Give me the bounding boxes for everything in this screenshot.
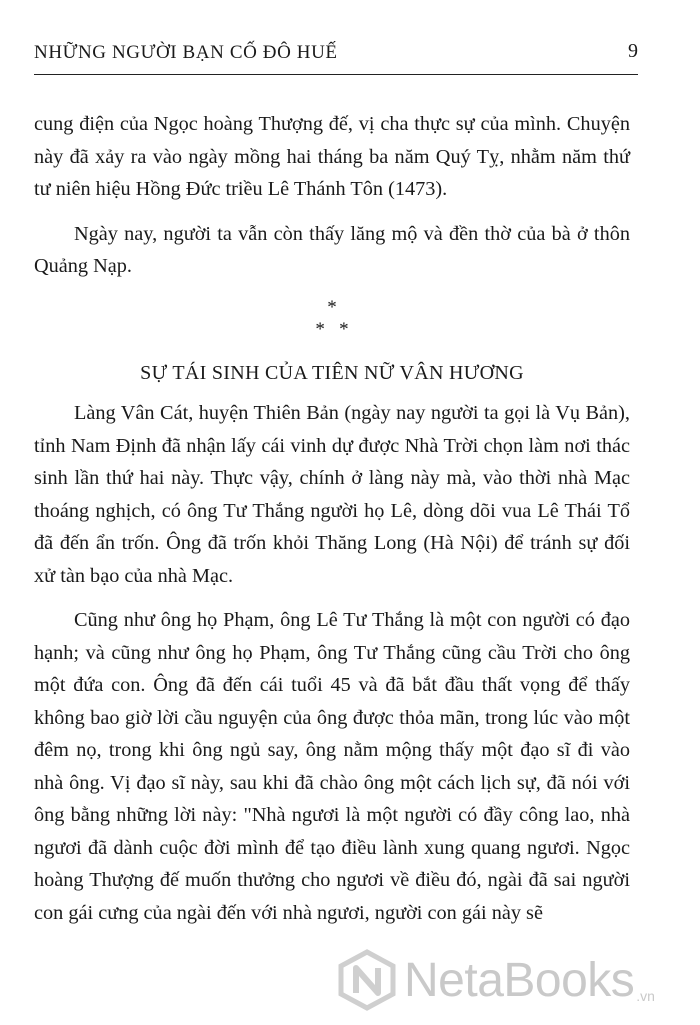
page-number: 9: [628, 40, 638, 62]
section-separator: [34, 297, 630, 341]
paragraph-tomb: Ngày nay, người ta vẫn còn thấy lăng mộ và đền thờ của bà ở thôn Quảng Nạp.: [34, 222, 630, 277]
section-title: SỰ TÁI SINH CỦA TIÊN NỮ VÂN HƯƠNG: [140, 361, 524, 384]
section-paragraph-2: Cũng như ông họ Phạm, ông Lê Tư Thắng là một con người có đạo hạnh; và cũng như ông họ Phạm, ông Tư Thắng cũng cầu Trời cho ông một đứa con. Ông đã đến cái tuổi 45 và đã bắt đầu thất vọng để thấy không bao giờ lời cầu nguyện của ông được thỏa mãn, trong lúc vào một đêm nọ, trong khi ông ngủ say, ông nằm mộng thấy một đạo sĩ đi vào nhà ông. Vị đạo sĩ này, sau khi đã chào ông một cách lịch sự, đã nói với ông bằng những lời này: "Nhà ngươi là một người có đầy công lao, nhà ngươi đã dành cuộc đời mình để tạo điều lành xung quang ngươi. Ngọc hoàng Thượng đế muốn thưởng cho ngươi về điều đó, ngài đã sai người con gái cưng của ngài đến với nhà ngươi, người con gái này sẽ: [34, 609, 630, 924]
paragraph-continuation: cung điện của Ngọc hoàng Thượng đế, vị cha thực sự của mình. Chuyện này đã xảy ra vào ngày mồng hai tháng ba năm Quý Tỵ, nhằm năm thứ tư niên hiệu Hồng Đức triều Lê Thánh Tôn (1473).: [34, 113, 630, 200]
netabooks-logo-icon: [336, 949, 398, 1011]
watermark: [336, 946, 696, 1014]
separator-line-2: * *: [315, 318, 349, 340]
watermark-suffix: .vn: [636, 988, 655, 1004]
page-header: [34, 34, 638, 75]
watermark-brand: NetaBooks: [404, 953, 635, 1007]
separator-line-1: *: [327, 296, 337, 318]
section-paragraph-1: Làng Vân Cát, huyện Thiên Bản (ngày nay người ta gọi là Vụ Bản), tỉnh Nam Định đã nhận lấy cái vinh dự được Nhà Trời chọn làm nơi thác sinh lần thứ hai này. Thực vậy, chính ở làng này mà, vào thời nhà Mạc thoáng nghịch, có ông Tư Thắng người họ Lê, dòng dõi vua Lê Thái Tổ đã đến ẩn trốn. Ông đã trốn khỏi Thăng Long (Hà Nội) để tránh sự đối xử tàn bạo của nhà Mạc.: [34, 402, 630, 587]
page-body: [34, 108, 630, 941]
running-header-title: NHỮNG NGƯỜI BẠN CỐ ĐÔ HUẾ: [34, 42, 338, 63]
